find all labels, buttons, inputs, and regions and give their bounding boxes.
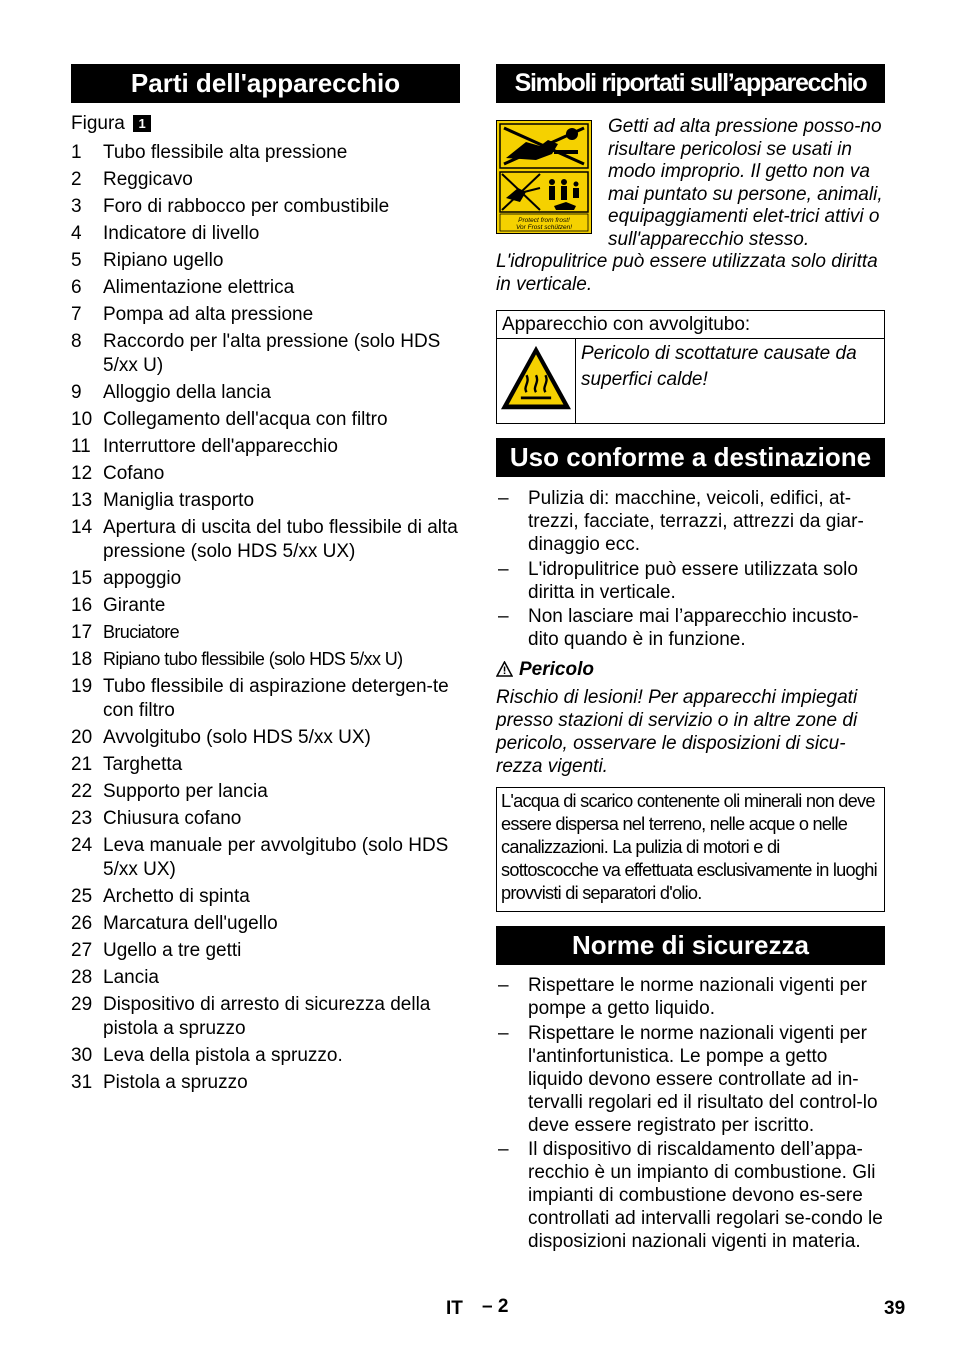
intended-use-item [496, 487, 885, 556]
part-item [71, 912, 460, 936]
part-number: 23 [71, 808, 93, 830]
part-label: Ugello a tre getti [103, 940, 242, 962]
part-number: 2 [71, 168, 82, 190]
symbols-text: Getti ad alta pressione posso-no risultare pericolosi se usati in modo improprio. Il getto non va mai puntato su persone, animali, equipaggiamenti elet-trici attivi o sull'apparecchio stesso. L'idropulitrice può essere utilizzata solo diritta in verticale. [496, 116, 883, 295]
safety-rule-item-text: Rispettare le norme nazionali vigenti per l'antinfortunistica. Le pompe a getto liquido devono essere controllate ad in-tervalli regolari ed il risultato del control-lo deve essere registrato per iscritto. [528, 1022, 878, 1136]
part-number: 5 [71, 249, 82, 271]
hot-surface-warning-icon [498, 343, 574, 413]
dash-bullet: – [498, 1022, 509, 1044]
part-item [71, 966, 460, 990]
part-number: 29 [71, 994, 93, 1016]
part-label: Leva della pistola a spruzzo. [103, 1044, 343, 1066]
part-number: 25 [71, 885, 93, 907]
part-item [71, 885, 460, 909]
part-label: Ripiano ugello [103, 249, 224, 271]
part-item [71, 726, 460, 750]
part-label: Maniglia trasporto [103, 490, 255, 512]
part-label: Ripiano tubo flessibile (solo HDS 5/xx U) [103, 649, 403, 670]
part-number: 4 [71, 222, 82, 244]
part-number: 20 [71, 726, 93, 748]
part-label: Indicatore di livello [103, 222, 260, 244]
part-number: 28 [71, 967, 93, 989]
part-label: Supporto per lancia [103, 781, 268, 803]
intended-use-list [496, 487, 885, 651]
part-label: Collegamento dell'acqua con filtro [103, 408, 388, 430]
part-label: Dispositivo di arresto di sicurezza della pistola a spruzzo [103, 994, 431, 1039]
part-item [71, 993, 460, 1040]
symbols-block [496, 116, 885, 296]
part-number: 27 [71, 940, 93, 962]
danger-text: Rischio di lesioni! Per apparecchi impiegati presso stazioni di servizio o in altre zone di pericolo, osservare le disposizioni di sicu-rezza vigenti. [496, 687, 858, 777]
left-column [71, 64, 460, 1094]
part-number: 18 [71, 649, 93, 671]
intended-use-item-text: Pulizia di: macchine, veicoli, edifici, at-trezzi, facciate, terrazzi, attrezzi da giar-dinaggio ecc. [528, 488, 864, 555]
hose-reel-table-header: Apparecchio con avvolgitubo: [497, 311, 885, 339]
part-label: Targhetta [103, 753, 183, 775]
part-item [71, 594, 460, 618]
safety-rule-item [496, 1022, 885, 1137]
dash-bullet: – [498, 1139, 509, 1160]
parts-list [71, 141, 460, 1095]
figure-label: Figura [71, 113, 125, 134]
part-label: Avvolgitubo (solo HDS 5/xx UX) [103, 726, 371, 748]
part-number: 9 [71, 381, 82, 403]
part-number: 24 [71, 835, 93, 857]
part-number: 21 [71, 753, 93, 775]
part-number: 8 [71, 331, 82, 353]
safety-rule-item [496, 1138, 885, 1253]
part-label: Foro di rabbocco per combustibile [103, 195, 390, 217]
part-number: 10 [71, 408, 93, 430]
part-number: 15 [71, 567, 93, 589]
part-item [71, 462, 460, 486]
part-item [71, 222, 460, 246]
figure-reference [71, 113, 460, 137]
part-label: Apertura di uscita del tubo flessibile di alta pressione (solo HDS 5/xx UX) [103, 517, 458, 562]
dash-bullet: – [498, 975, 509, 996]
part-number: 1 [71, 141, 82, 163]
part-number: 19 [71, 676, 93, 698]
part-item [71, 381, 460, 405]
part-item [71, 249, 460, 273]
part-item [71, 567, 460, 591]
part-item [71, 1044, 460, 1068]
safety-rule-item-text: Il dispositivo di riscaldamento dell’appa-recchio è un impianto di combustione. Gli impianti di combustione devono es-sere controllati ad intervalli regolari se-condo le disposizioni nazionali vigenti in materia. [528, 1139, 883, 1252]
part-number: 17 [71, 622, 93, 644]
part-label: Alloggio della lancia [103, 381, 271, 403]
svg-text:Protect from frost!: Protect from frost! [518, 217, 570, 224]
part-label: Raccordo per l'alta pressione (solo HDS 5/xx U) [103, 331, 441, 376]
part-number: 31 [71, 1071, 93, 1093]
part-label: Reggicavo [103, 168, 193, 190]
part-number: 22 [71, 781, 93, 803]
part-item [71, 516, 460, 563]
hose-reel-table [496, 310, 885, 424]
part-item [71, 168, 460, 192]
part-item [71, 807, 460, 831]
environmental-notice-box: L'acqua di scarico contenente oli minerali non deve essere dispersa nel terreno, nelle acque o nelle canalizzazioni. La pulizia di motori e di sottoscocche va effettuata esclusivamente in luoghi provvisti di separatori d'olio. [496, 787, 885, 912]
part-number: 3 [71, 195, 82, 217]
part-item [71, 408, 460, 432]
part-item [71, 834, 460, 881]
part-item [71, 780, 460, 804]
intended-use-item [496, 605, 885, 651]
dash-bullet: – [498, 606, 509, 627]
part-label: Marcatura dell'ugello [103, 912, 278, 934]
figure-number-badge: 1 [133, 115, 151, 132]
part-label: Tubo flessibile di aspirazione detergen-te con filtro [103, 676, 449, 721]
part-label: Bruciatore [103, 622, 180, 643]
part-item [71, 1071, 460, 1095]
part-number: 6 [71, 277, 82, 299]
part-item [71, 675, 460, 722]
part-number: 11 [71, 436, 91, 458]
part-label: Pistola a spruzzo [103, 1071, 248, 1093]
part-label: Lancia [103, 967, 159, 989]
section-heading-parts: Parti dell'apparecchio [71, 64, 460, 103]
part-label: Tubo flessibile alta pressione [103, 141, 348, 163]
svg-text:Vor Frost schützen!: Vor Frost schützen! [515, 224, 573, 231]
part-number: 13 [71, 490, 93, 512]
danger-title: Pericolo [519, 659, 594, 680]
intended-use-item [496, 558, 885, 604]
danger-heading [496, 659, 885, 681]
part-item [71, 330, 460, 377]
part-item [71, 648, 460, 672]
part-label: Leva manuale per avvolgitubo (solo HDS 5/xx UX) [103, 835, 449, 880]
footer-language: IT [446, 1298, 463, 1319]
part-item [71, 141, 460, 165]
intended-use-item-text: Non lasciare mai l’apparecchio incusto-dito quando è in funzione. [528, 606, 859, 650]
footer-section-page: – 2 [482, 1296, 509, 1317]
part-number: 16 [71, 595, 93, 616]
part-label: Girante [103, 595, 166, 616]
intended-use-item-text: L'idropulitrice può essere utilizzata solo diritta in verticale. [528, 558, 858, 603]
part-label: Interruttore dell'apparecchio [103, 436, 338, 458]
safety-rule-item-text: Rispettare le norme nazionali vigenti per pompe a getto liquido. [528, 975, 868, 1019]
warning-triangle-icon [496, 661, 513, 677]
safety-rule-item [496, 974, 885, 1020]
part-item [71, 195, 460, 219]
part-label: Archetto di spinta [103, 885, 250, 907]
part-label: appoggio [103, 567, 182, 589]
right-column [496, 64, 885, 1253]
section-heading-symbols: Simboli riportati sull’apparecchio [496, 64, 885, 103]
dash-bullet: – [498, 488, 509, 509]
part-label: Pompa ad alta pressione [103, 304, 314, 326]
part-label: Chiusura cofano [103, 808, 242, 830]
part-item [71, 939, 460, 963]
part-number: 30 [71, 1044, 93, 1066]
high-pressure-warning-sign-icon [496, 120, 592, 234]
footer-page-number: 39 [884, 1298, 906, 1319]
safety-rules-list [496, 974, 885, 1253]
part-item [71, 303, 460, 327]
hot-surface-warning-text: Pericolo di scottature causate da superfici calde! [576, 339, 885, 424]
part-item [71, 276, 460, 300]
part-item [71, 489, 460, 513]
part-item [71, 621, 460, 645]
part-number: 12 [71, 463, 93, 485]
part-number: 26 [71, 912, 93, 934]
part-number: 7 [71, 304, 82, 326]
part-number: 14 [71, 517, 93, 539]
part-label: Cofano [103, 463, 165, 485]
dash-bullet: – [498, 558, 509, 580]
section-heading-intended-use: Uso conforme a destinazione [496, 438, 885, 477]
hot-surface-warning-cell [497, 339, 576, 424]
part-item [71, 753, 460, 777]
part-label: Alimentazione elettrica [103, 277, 295, 299]
section-heading-safety: Norme di sicurezza [496, 926, 885, 965]
part-item [71, 435, 460, 459]
